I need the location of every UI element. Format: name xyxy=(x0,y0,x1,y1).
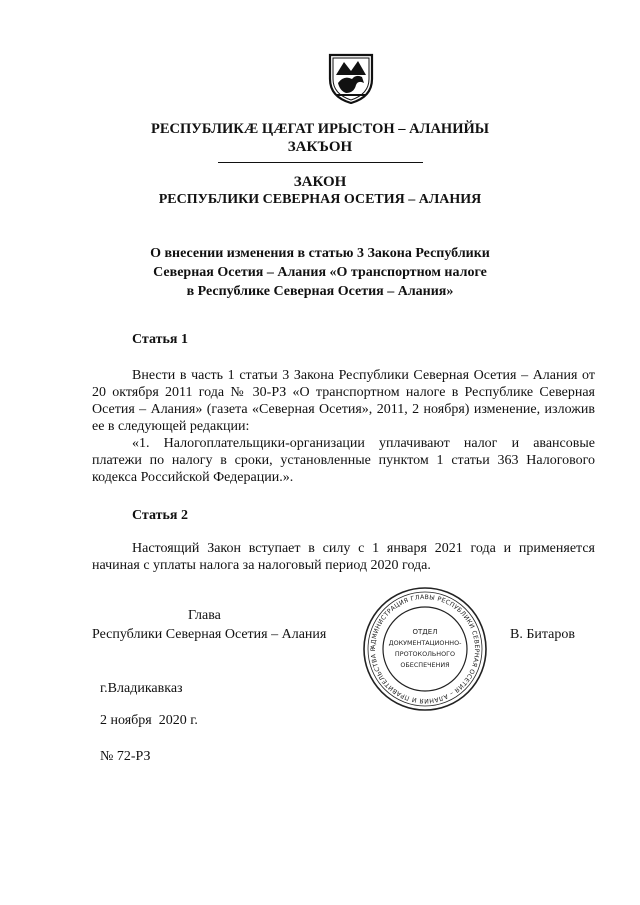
article-1-paragraph-1: Внести в часть 1 статьи 3 Закона Республики Северная Осетия – Алания от 20 октября 2011 года № 30-РЗ «О транспортном налоге в Республике Северная Осетия – Алания» (газета «Северная Осетия», 2011, 2 ноября) изменение, изложив ее в следующей редакции: xyxy=(92,368,595,434)
signatory-title-line-1: Глава xyxy=(188,608,221,623)
law-ossetian: ЗАКЪОН xyxy=(287,139,353,155)
article-1-paragraph-2: «1. Налогоплательщики-организации уплачивают налог и авансовые платежи по налогу в сроки, установленные пунктом 1 статьи 363 Налогового кодекса Российской Федерации.». xyxy=(92,436,595,485)
law-subject xyxy=(100,244,540,301)
article-1-heading: Статья 1 xyxy=(132,332,188,347)
divider xyxy=(218,162,423,163)
stamp-outer-text: АДМИНИСТРАЦИЯ ГЛАВЫ РЕСПУБЛИКИ СЕВЕРНАЯ ОСЕТИЯ – АЛАНИЯ И ПРАВИТЕЛЬСТВА Р xyxy=(369,593,481,705)
subject-line-2: Северная Осетия – Алания «О транспортном налоге xyxy=(153,265,487,280)
coat-of-arms-emblem xyxy=(326,49,376,104)
stamp-line-4: ОБЕСПЕЧЕНИЯ xyxy=(400,661,450,669)
city: г.Владикавказ xyxy=(100,681,183,696)
signatory-title-line-2: Республики Северная Осетия – Алания xyxy=(92,627,327,642)
article-1-body xyxy=(92,367,595,486)
article-2-paragraph-1: Настоящий Закон вступает в силу с 1 января 2021 года и применяется начиная с уплаты налога за налоговый период 2020 года. xyxy=(92,541,595,573)
subject-line-1: О внесении изменения в статью 3 Закона Республики xyxy=(150,246,490,261)
article-2-heading: Статья 2 xyxy=(132,508,188,523)
republic-russian: РЕСПУБЛИКИ СЕВЕРНАЯ ОСЕТИЯ – АЛАНИЯ xyxy=(158,192,482,207)
official-stamp xyxy=(361,585,489,713)
stamp-line-1: ОТДЕЛ xyxy=(412,628,438,636)
date: 2 ноября 2020 г. xyxy=(100,713,198,728)
subject-line-3: в Республике Северная Осетия – Алания» xyxy=(186,284,454,299)
stamp-line-3: ПРОТОКОЛЬНОГО xyxy=(394,650,456,658)
signatory-name: В. Битаров xyxy=(510,627,575,642)
law-number: № 72-РЗ xyxy=(100,749,151,764)
article-2-body xyxy=(92,540,595,574)
title-ossetian: РЕСПУБЛИКӔ ЦӔГАТ ИРЫСТОН – АЛАНИЙЫ xyxy=(151,121,489,137)
law-russian: ЗАКОН xyxy=(293,174,347,190)
stamp-line-2: ДОКУМЕНТАЦИОННО- xyxy=(388,639,462,647)
